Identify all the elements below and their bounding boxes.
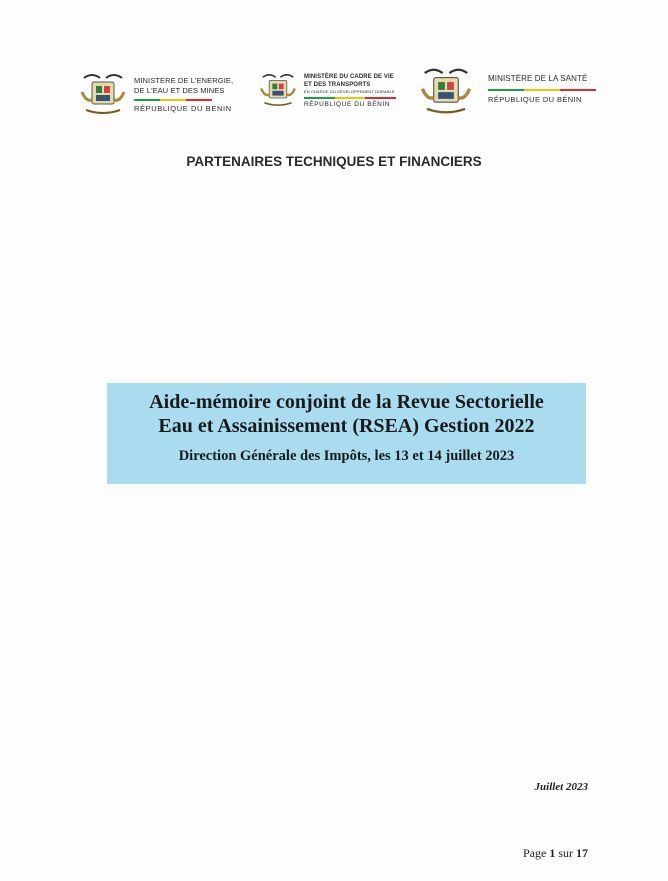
flag-stripe: [134, 99, 212, 101]
document-date: Juillet 2023: [534, 781, 588, 793]
page-prefix: Page: [523, 846, 547, 860]
logo2-line1: MINISTÈRE DU CADRE DE VIE: [304, 74, 394, 80]
ministry-energy-logo: [78, 72, 233, 116]
page-current: 1: [549, 846, 556, 860]
page-number: [523, 846, 588, 861]
benin-coat-of-arms-icon: [258, 72, 298, 108]
logo3-republic: RÉPUBLIQUE DU BÉNIN: [488, 95, 582, 104]
flag-stripe: [304, 97, 396, 99]
flag-stripe: [488, 89, 596, 91]
logo2-line2: ET DES TRANSPORTS: [304, 82, 371, 88]
ministry-transport-logo: [258, 72, 396, 108]
page-total: 17: [576, 846, 588, 860]
logo1-line1: MINISTERE DE L'ENERGIE,: [134, 76, 234, 85]
page-sep: sur: [558, 846, 573, 860]
logo1-line2: DE L'EAU ET DES MINES: [134, 86, 225, 95]
partners-heading: PARTENAIRES TECHNIQUES ET FINANCIERS: [186, 154, 482, 169]
benin-coat-of-arms-icon: [418, 66, 474, 116]
benin-coat-of-arms-icon: [78, 72, 128, 116]
title-line-2: Eau et Assainissement (RSEA) Gestion 2022: [158, 415, 535, 437]
logo3-line1: MINISTÈRE DE LA SANTÉ: [488, 74, 588, 83]
subtitle: Direction Générale des Impôts, les 13 et 14 juillet 2023: [178, 448, 515, 464]
logo1-republic: RÉPUBLIQUE DU BENIN: [134, 104, 232, 113]
logo2-sub: EN CHARGE DU DÉVELOPPEMENT DURABLE: [304, 89, 395, 94]
logo2-republic: RÉPUBLIQUE DU BÉNIN: [304, 101, 391, 108]
title-line-1: Aide-mémoire conjoint de la Revue Sectorielle: [149, 391, 544, 413]
ministry-health-logo: [418, 66, 596, 116]
title-box: [107, 383, 586, 484]
